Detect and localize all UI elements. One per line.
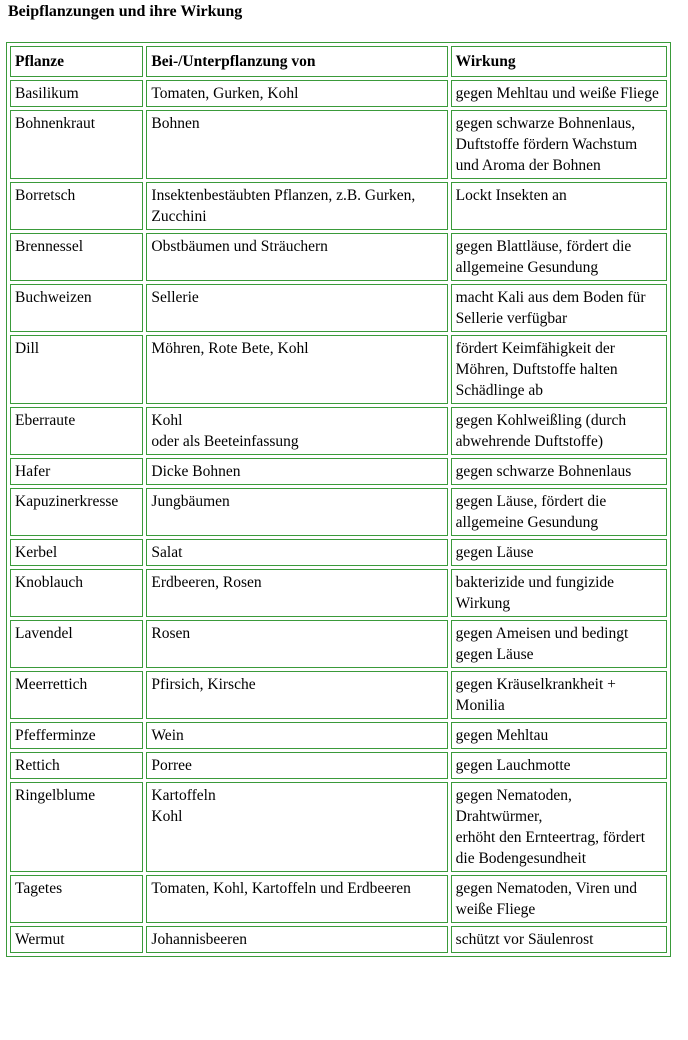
cell-effect: macht Kali aus dem Boden für Sellerie verfügbar xyxy=(451,284,667,332)
cell-effect: gegen Läuse xyxy=(451,539,667,566)
cell-effect: gegen schwarze Bohnenlaus xyxy=(451,458,667,485)
cell-plant: Wermut xyxy=(10,926,143,953)
table-header-row xyxy=(10,46,667,77)
cell-plant: Meerrettich xyxy=(10,671,143,719)
table-row xyxy=(10,671,667,719)
table-row xyxy=(10,407,667,455)
cell-companion: Tomaten, Kohl, Kartoffeln und Erdbeeren xyxy=(146,875,447,923)
table-row xyxy=(10,488,667,536)
cell-plant: Dill xyxy=(10,335,143,404)
cell-plant: Hafer xyxy=(10,458,143,485)
cell-plant: Bohnenkraut xyxy=(10,110,143,179)
cell-companion: Tomaten, Gurken, Kohl xyxy=(146,80,447,107)
cell-companion: Dicke Bohnen xyxy=(146,458,447,485)
cell-effect: gegen Blattläuse, fördert die allgemeine Gesundung xyxy=(451,233,667,281)
cell-effect: gegen Nematoden, Viren und weiße Fliege xyxy=(451,875,667,923)
table-row xyxy=(10,620,667,668)
cell-effect: gegen Ameisen und bedingt gegen Läuse xyxy=(451,620,667,668)
cell-plant: Lavendel xyxy=(10,620,143,668)
cell-plant: Kerbel xyxy=(10,539,143,566)
cell-plant: Ringelblume xyxy=(10,782,143,872)
cell-companion: Rosen xyxy=(146,620,447,668)
cell-plant: Eberraute xyxy=(10,407,143,455)
cell-plant: Brennessel xyxy=(10,233,143,281)
cell-companion: Salat xyxy=(146,539,447,566)
table-row xyxy=(10,722,667,749)
cell-effect: fördert Keimfähigkeit der Möhren, Duftstoffe halten Schädlinge ab xyxy=(451,335,667,404)
cell-effect: gegen schwarze Bohnenlaus, Duftstoffe fördern Wachstum und Aroma der Bohnen xyxy=(451,110,667,179)
cell-effect: schützt vor Säulenrost xyxy=(451,926,667,953)
cell-companion: Möhren, Rote Bete, Kohl xyxy=(146,335,447,404)
cell-effect: gegen Mehltau und weiße Fliege xyxy=(451,80,667,107)
cell-effect: gegen Läuse, fördert die allgemeine Gesundung xyxy=(451,488,667,536)
cell-companion: Insektenbestäubten Pflanzen, z.B. Gurken, Zucchini xyxy=(146,182,447,230)
table-row xyxy=(10,233,667,281)
cell-plant: Buchweizen xyxy=(10,284,143,332)
cell-effect: gegen Kohlweißling (durch abwehrende Duftstoffe) xyxy=(451,407,667,455)
cell-plant: Knoblauch xyxy=(10,569,143,617)
table-row xyxy=(10,80,667,107)
header-companion: Bei-/Unterpflanzung von xyxy=(146,46,447,77)
companion-planting-table xyxy=(6,42,671,957)
table-body xyxy=(10,80,667,953)
cell-effect: gegen Nematoden, Drahtwürmer, erhöht den Ernteertrag, fördert die Bodengesundheit xyxy=(451,782,667,872)
cell-plant: Rettich xyxy=(10,752,143,779)
cell-plant: Pfefferminze xyxy=(10,722,143,749)
table-row xyxy=(10,110,667,179)
cell-plant: Tagetes xyxy=(10,875,143,923)
table-row xyxy=(10,926,667,953)
table-row xyxy=(10,782,667,872)
table-row xyxy=(10,569,667,617)
cell-plant: Basilikum xyxy=(10,80,143,107)
cell-plant: Borretsch xyxy=(10,182,143,230)
cell-effect: gegen Mehltau xyxy=(451,722,667,749)
cell-companion: Porree xyxy=(146,752,447,779)
cell-companion: Kartoffeln Kohl xyxy=(146,782,447,872)
cell-plant: Kapuzinerkresse xyxy=(10,488,143,536)
cell-companion: Johannisbeeren xyxy=(146,926,447,953)
table-row xyxy=(10,182,667,230)
cell-companion: Pfirsich, Kirsche xyxy=(146,671,447,719)
table-row xyxy=(10,752,667,779)
cell-effect: gegen Lauchmotte xyxy=(451,752,667,779)
cell-companion: Obstbäumen und Sträuchern xyxy=(146,233,447,281)
page-title: Beipflanzungen und ihre Wirkung xyxy=(8,3,243,20)
cell-companion: Jungbäumen xyxy=(146,488,447,536)
cell-companion: Wein xyxy=(146,722,447,749)
cell-companion: Kohl oder als Beeteinfassung xyxy=(146,407,447,455)
cell-effect: bakterizide und fungizide Wirkung xyxy=(451,569,667,617)
header-plant: Pflanze xyxy=(10,46,143,77)
header-effect: Wirkung xyxy=(451,46,667,77)
table-container xyxy=(6,42,671,957)
table-row xyxy=(10,284,667,332)
table-row xyxy=(10,875,667,923)
cell-effect: Lockt Insekten an xyxy=(451,182,667,230)
cell-companion: Sellerie xyxy=(146,284,447,332)
cell-companion: Erdbeeren, Rosen xyxy=(146,569,447,617)
cell-companion: Bohnen xyxy=(146,110,447,179)
table-row xyxy=(10,539,667,566)
table-row xyxy=(10,335,667,404)
cell-effect: gegen Kräuselkrankheit + Monilia xyxy=(451,671,667,719)
table-row xyxy=(10,458,667,485)
